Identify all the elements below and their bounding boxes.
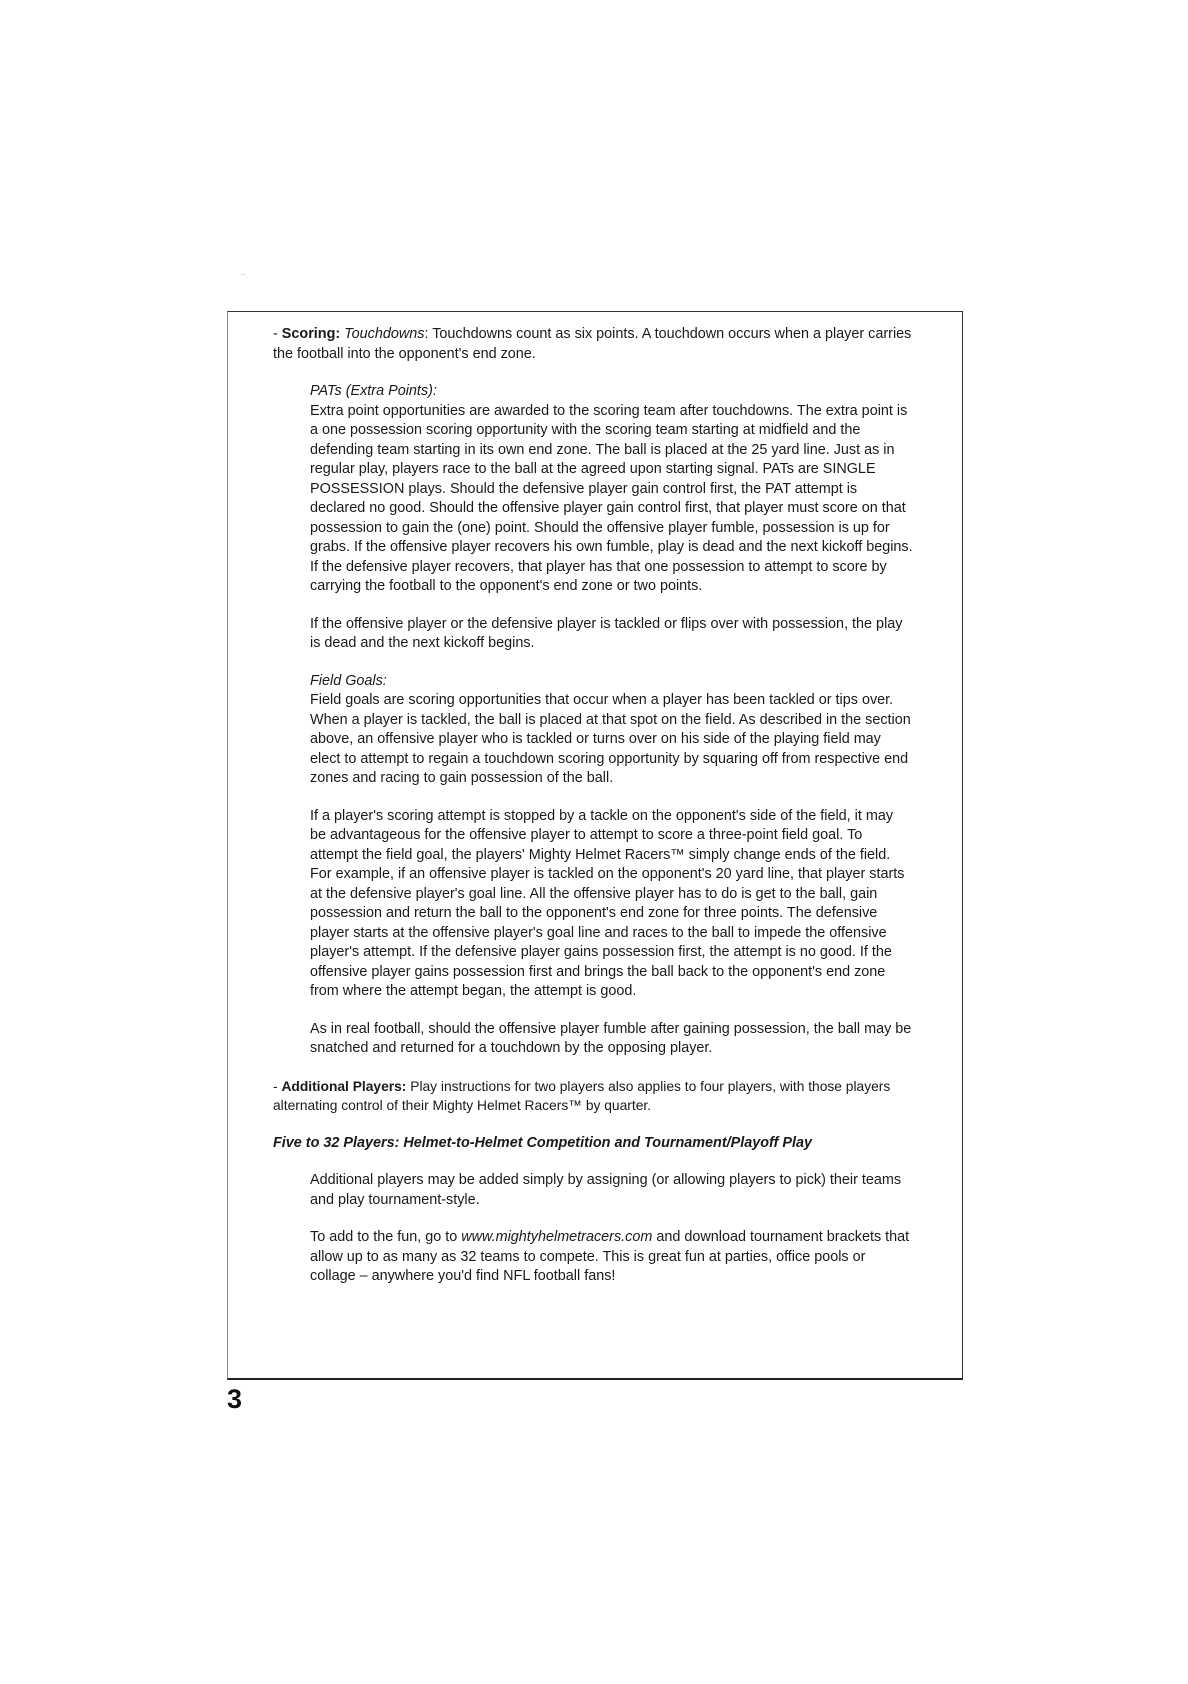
scan-artifact [241, 274, 245, 275]
scoring-label: Scoring: [281, 326, 341, 342]
field-goals-heading: Field Goals: [310, 672, 387, 689]
scoring-prefix: - [273, 326, 282, 342]
pats-heading: PATs (Extra Points): [310, 383, 437, 399]
scoring-text: : Touchdowns count as six points. A touchdown occurs when a player carries the football into the opponent's end zone. [273, 326, 912, 362]
touchdowns-label: Touchdowns [344, 326, 425, 342]
website-link[interactable]: www.mightyhelmetracers.com [461, 1229, 653, 1245]
field-goals-paragraph-2: If a player's scoring attempt is stopped by a tackle on the opponent's side of the field, it may be advantageous for the offensive player to attempt to score a three-point field goal. To attempt the field goal, the players' Mighty Helmet Racers™ simply change ends of the field. For example, if an offensive player is tackled on the opponent's 20 yard line, that player starts at the defensive player's goal line. All the offensive player has to do is get to the ball, gain possession and return the ball to the opponent's end zone for three points. The defensive player starts at the offensive player's goal line and races to the ball to impede the offensive player's attempt. If the defensive player gains possession first, the attempt is no good. If the offensive player gains possession first and brings the ball back to the opponent's end zone from where the attempt began, the attempt is good. [310, 807, 905, 999]
tournament-paragraph-2 [310, 1228, 913, 1287]
additional-players-prefix: - [273, 1078, 282, 1094]
pats-paragraph-1: Extra point opportunities are awarded to the scoring team after touchdowns. The extra point is a one possession scoring opportunity with the scoring team starting at midfield and the defending team starting in its own end zone. The ball is placed at the 25 yard line. Just as in regular play, players race to the ball at the agreed upon starting signal. PATs are SINGLE POSSESSION plays. Should the defensive player gain control first, the PAT attempt is declared no good. Should the offensive player gain control first, that player must score on that possession to gain the (one) point. Should the offensive player fumble, possession is up for grabs. If the offensive player recovers his own fumble, play is dead and the next kickoff begins. If the defensive player recovers, that player has that one possession to attempt to score by carrying the football to the opponent's end zone or two points. [310, 402, 913, 594]
page-number: 3 [227, 1384, 243, 1414]
pats-section [310, 382, 913, 1059]
additional-players-paragraph [273, 1077, 913, 1116]
field-goals-paragraph-1: Field goals are scoring opportunities that occur when a player has been tackled or tips over. When a player is tackled, the ball is placed at that spot on the field. As described in the section above, an offensive player who is tackled or turns over on his side of the playing field may elect to attempt to regain a touchdown scoring opportunity by squaring off from respective end zones and racing to gain possession of the ball. [310, 692, 911, 786]
field-goals-paragraph-3: As in real football, should the offensive player fumble after gaining possession, the ball may be snatched and returned for a touchdown by the opposing player. [310, 1020, 912, 1056]
page-content [273, 325, 913, 1287]
pats-paragraph-2: If the offensive player or the defensive player is tackled or flips over with possession, the play is dead and the next kickoff begins. [310, 615, 903, 651]
additional-players-text: Play instructions for two players also applies to four players, with those players alternating control of their Mighty Helmet Racers™ by quarter. [273, 1078, 891, 1113]
tournament-p2-before: To add to the fun, go to [310, 1229, 462, 1245]
tournament-section [310, 1171, 913, 1287]
tournament-heading: Five to 32 Players: Helmet-to-Helmet Competition and Tournament/Playoff Play [273, 1134, 812, 1151]
tournament-p2-after: and download tournament brackets that allow up to as many as 32 teams to compete. This is great fun at parties, office pools or collage – anywhere you'd find NFL football fans! [310, 1229, 910, 1284]
scoring-paragraph [273, 325, 913, 364]
additional-players-label: Additional Players: [281, 1078, 407, 1094]
tournament-paragraph-1: Additional players may be added simply by assigning (or allowing players to pick) their teams and play tournament-style. [310, 1172, 902, 1208]
